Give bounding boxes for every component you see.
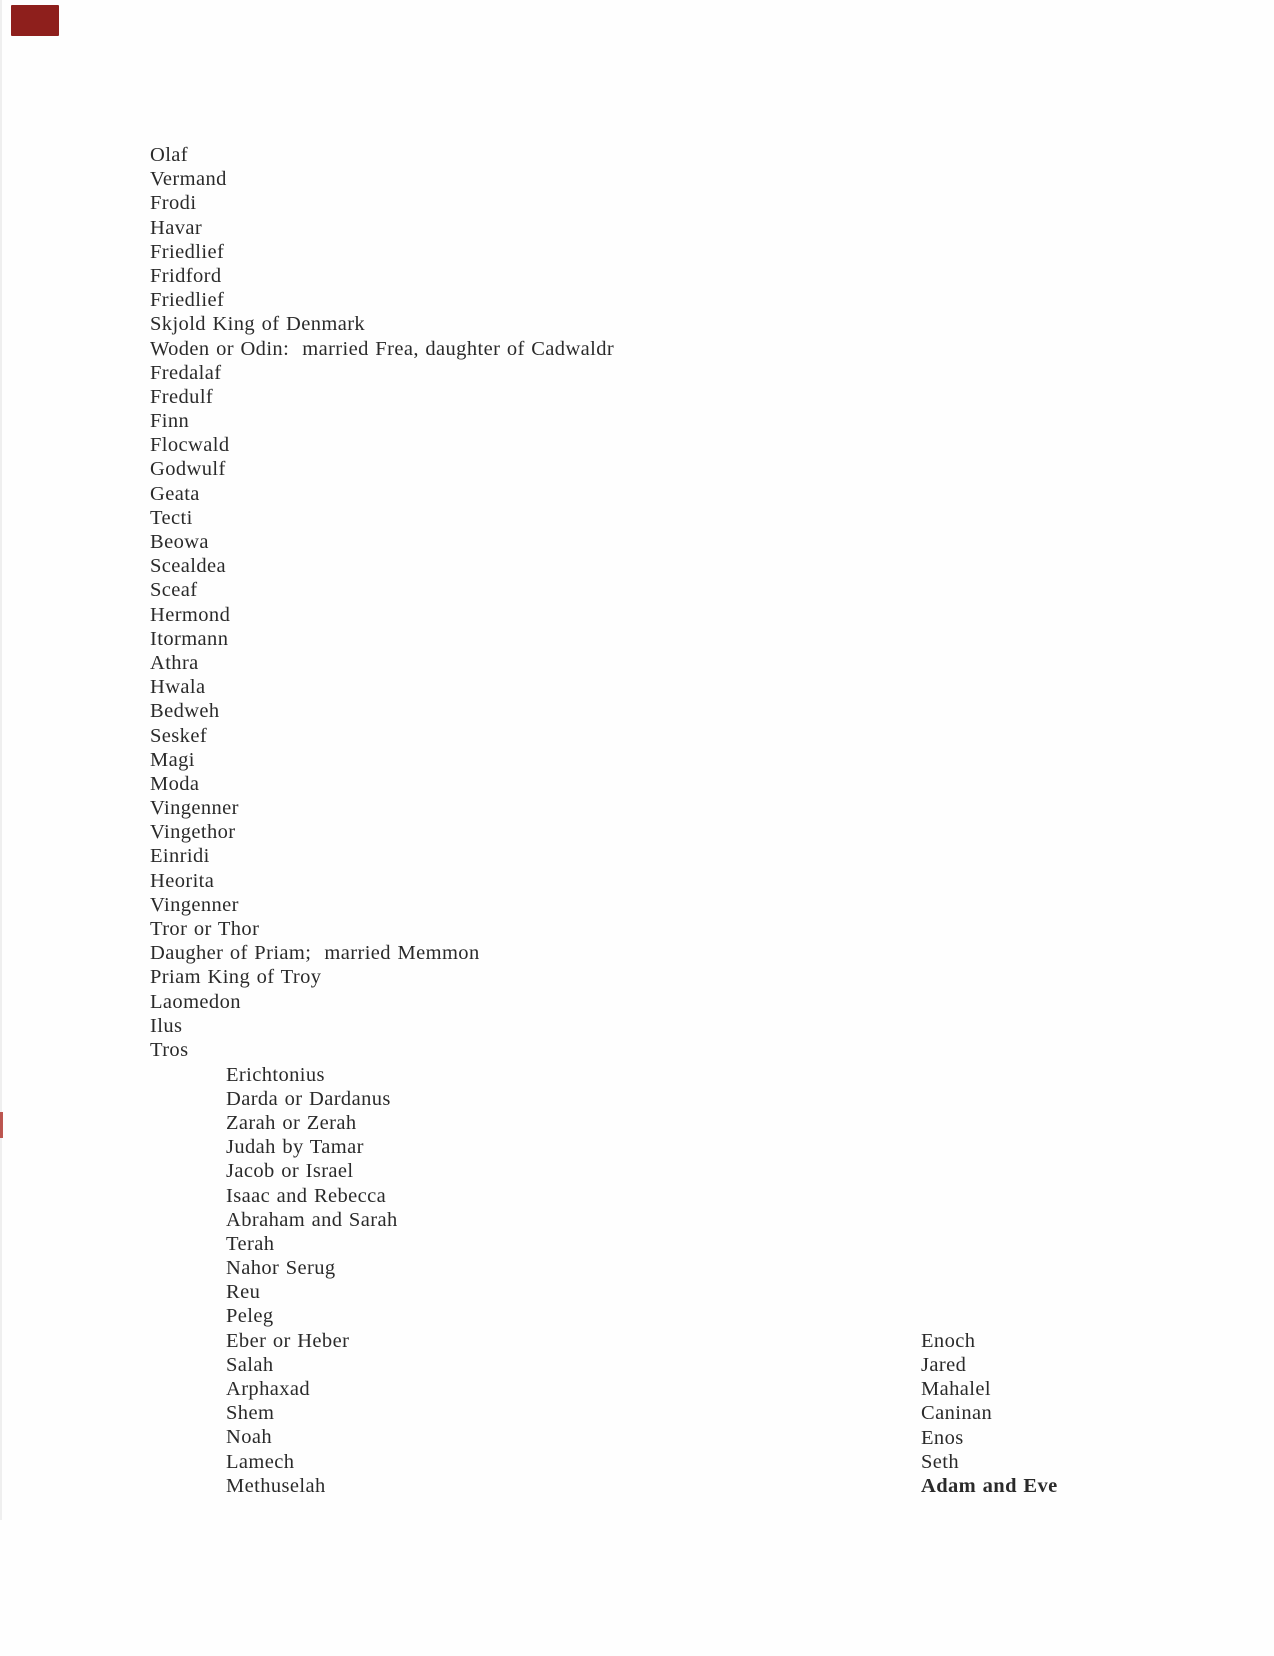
list-item: Zarah or Zerah xyxy=(226,1111,357,1134)
list-item: Lamech xyxy=(226,1450,295,1473)
list-item: Abraham and Sarah xyxy=(226,1208,398,1231)
list-item: Shem xyxy=(226,1402,275,1425)
list-item: Skjold King of Denmark xyxy=(150,313,366,336)
list-item: Caninan xyxy=(921,1402,993,1425)
list-item: Woden or Odin: married Frea, daughter of Cadwaldr xyxy=(150,337,615,360)
list-item: Friedlief xyxy=(150,240,225,263)
list-item: Hwala xyxy=(150,676,206,699)
list-item: Seth xyxy=(921,1450,960,1473)
list-item: Olaf xyxy=(150,144,189,166)
list-item: Noah xyxy=(226,1426,273,1449)
list-item: Fridford xyxy=(150,264,222,287)
list-item: Laomedon xyxy=(150,990,241,1013)
list-item: Athra xyxy=(150,651,199,674)
list-item: Judah by Tamar xyxy=(226,1136,364,1159)
list-item: Bedweh xyxy=(150,700,220,723)
list-item: Vingenner xyxy=(150,797,239,820)
list-item: Moda xyxy=(150,772,200,795)
list-item: Enos xyxy=(921,1426,964,1449)
list-item: Vingenner xyxy=(150,893,239,916)
list-item: Arphaxad xyxy=(226,1378,311,1401)
list-item: Tros xyxy=(150,1038,189,1061)
list-item: Reu xyxy=(226,1281,261,1304)
list-item: Nahor Serug xyxy=(226,1257,336,1280)
list-item: Daugher of Priam; married Memmon xyxy=(150,942,480,965)
genealogy-list-right xyxy=(921,1329,1058,1498)
list-item: Enoch xyxy=(921,1329,976,1352)
list-item: Tecti xyxy=(150,506,193,529)
list-item: Vingethor xyxy=(150,821,236,844)
list-item: Flocwald xyxy=(150,434,230,457)
list-item: Havar xyxy=(150,216,203,239)
list-item: Seskef xyxy=(150,724,208,747)
list-item: Sceaf xyxy=(150,579,198,602)
list-item: Jacob or Israel xyxy=(226,1160,354,1183)
list-item: Peleg xyxy=(226,1305,274,1328)
list-item: Salah xyxy=(226,1353,274,1376)
list-item: Magi xyxy=(150,748,195,771)
list-item: Fredulf xyxy=(150,385,214,408)
scan-edge-line xyxy=(0,0,2,1520)
red-stamp-mark xyxy=(11,5,59,36)
list-item: Frodi xyxy=(150,192,197,215)
list-item: Beowa xyxy=(150,531,209,553)
list-item: Itormann xyxy=(150,627,229,650)
list-item: Friedlief xyxy=(150,289,225,312)
list-item: Finn xyxy=(150,410,190,433)
list-item: Godwulf xyxy=(150,458,226,481)
genealogy-list-indented xyxy=(226,1063,398,1498)
list-item: Geata xyxy=(150,482,200,505)
list-item: Isaac and Rebecca xyxy=(226,1184,387,1207)
list-item: Scealdea xyxy=(150,555,227,578)
scan-edge-red-tick xyxy=(0,1112,3,1138)
list-item: Priam King of Troy xyxy=(150,966,322,989)
list-item: Tror or Thor xyxy=(150,918,260,940)
list-item: Hermond xyxy=(150,603,231,626)
list-item: Mahalel xyxy=(921,1378,991,1401)
list-item: Eber or Heber xyxy=(226,1329,350,1352)
list-item: Einridi xyxy=(150,845,210,868)
list-item: Terah xyxy=(226,1232,275,1255)
list-item: Fredalaf xyxy=(150,361,222,384)
list-item: Heorita xyxy=(150,869,215,892)
list-item: Erichtonius xyxy=(226,1063,325,1086)
list-item: Vermand xyxy=(150,168,227,191)
list-item: Ilus xyxy=(150,1014,183,1037)
genealogy-list-main xyxy=(150,143,614,1062)
list-item: Adam and Eve xyxy=(921,1474,1058,1497)
list-item: Jared xyxy=(921,1353,967,1376)
list-item: Darda or Dardanus xyxy=(226,1087,391,1110)
list-item: Methuselah xyxy=(226,1474,326,1497)
